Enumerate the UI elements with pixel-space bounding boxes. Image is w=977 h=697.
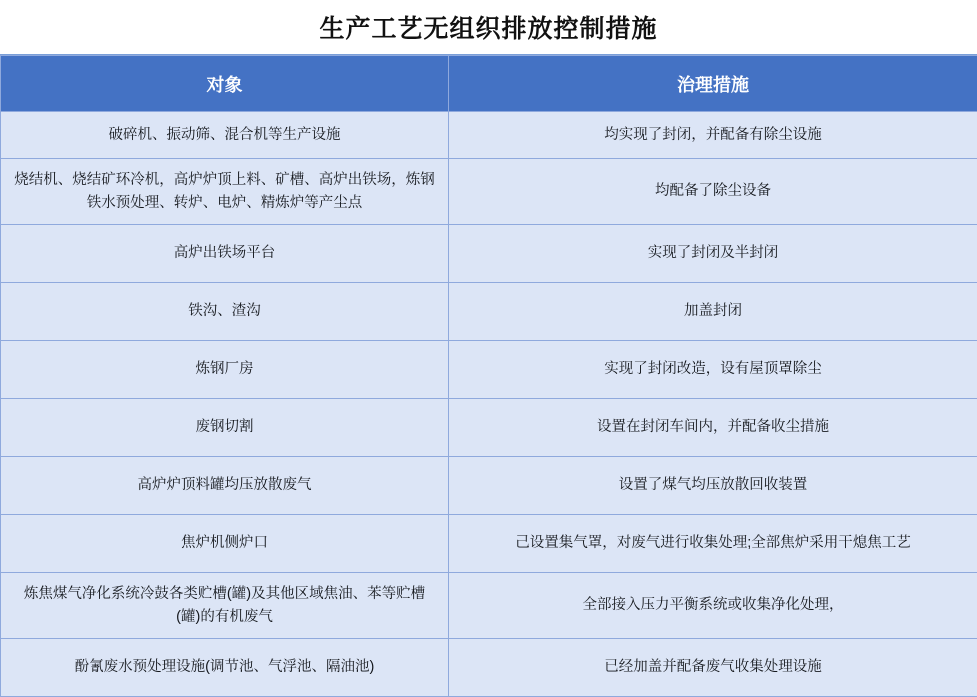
cell-object [1, 639, 449, 697]
cell-object-text: 烧结机、烧结矿环冷机，高炉炉顶上料、矿槽、高炉出铁场，炼钢铁水预处理、转炉、电炉、精炼炉等产尘点 [14, 172, 435, 211]
cell-measure-text: 加盖封闭 [684, 303, 742, 320]
cell-measure [449, 639, 977, 697]
cell-measure [449, 573, 977, 639]
cell-measure [449, 112, 977, 159]
table-row [1, 515, 977, 573]
document-title-bar [0, 0, 977, 55]
cell-measure-text: 己设置集气罩，对废气进行收集处理;全部焦炉采用干熄焦工艺 [515, 535, 911, 552]
cell-object-text: 酚氰废水预处理设施(调节池、气浮池、隔油池) [74, 659, 375, 676]
cell-object [1, 112, 449, 159]
table-row [1, 639, 977, 697]
column-header-object: 对象 [1, 56, 449, 112]
cell-measure [449, 457, 977, 515]
cell-measure-text: 已经加盖并配备废气收集处理设施 [604, 659, 822, 676]
cell-measure [449, 399, 977, 457]
cell-object [1, 515, 449, 573]
table-row [1, 225, 977, 283]
cell-object [1, 341, 449, 399]
cell-measure-text: 均实现了封闭，并配备有除尘设施 [604, 126, 822, 143]
cell-measure-text: 实现了封闭改造，设有屋顶罩除尘 [604, 361, 822, 378]
table-row [1, 159, 977, 225]
cell-object-text: 破碎机、振动筛、混合机等生产设施 [108, 126, 341, 143]
table-row [1, 112, 977, 159]
column-header-measure: 治理措施 [449, 56, 977, 112]
cell-measure-text: 实现了封闭及半封闭 [647, 245, 779, 262]
cell-measure-text: 设置在封闭车间内，并配备收尘措施 [597, 419, 829, 436]
cell-object-text: 高炉出铁场平台 [173, 245, 276, 262]
cell-object-text: 炼钢厂房 [195, 361, 254, 378]
table-row [1, 457, 977, 515]
cell-measure [449, 283, 977, 341]
table-row [1, 341, 977, 399]
table-header-row [1, 56, 977, 112]
cell-object-text: 焦炉机侧炉口 [181, 535, 268, 552]
cell-measure-text: 设置了煤气均压放散回收装置 [618, 477, 808, 494]
page-title: 生产工艺无组织排放控制措施 [319, 15, 658, 43]
table-row [1, 283, 977, 341]
cell-object-text: 铁沟、渣沟 [188, 303, 261, 320]
cell-object [1, 283, 449, 341]
table-row [1, 573, 977, 639]
cell-measure-text: 均配备了除尘设备 [655, 183, 771, 200]
cell-measure [449, 515, 977, 573]
cell-measure [449, 159, 977, 225]
cell-object [1, 225, 449, 283]
cell-object [1, 457, 449, 515]
cell-measure [449, 225, 977, 283]
cell-object-text: 废钢切割 [195, 419, 254, 436]
table-head [1, 56, 977, 112]
cell-object [1, 159, 449, 225]
cell-object [1, 399, 449, 457]
table-row [1, 399, 977, 457]
cell-measure [449, 341, 977, 399]
cell-measure-text: 全部接入压力平衡系统或收集净化处理， [582, 597, 844, 614]
cell-object [1, 573, 449, 639]
cell-object-text: 炼焦煤气净化系统冷鼓各类贮槽(罐)及其他区域焦油、苯等贮槽(罐)的有机废气 [23, 586, 426, 625]
measures-table [0, 55, 977, 697]
table-body [1, 112, 977, 697]
cell-object-text: 高炉炉顶料罐均压放散废气 [137, 477, 312, 494]
